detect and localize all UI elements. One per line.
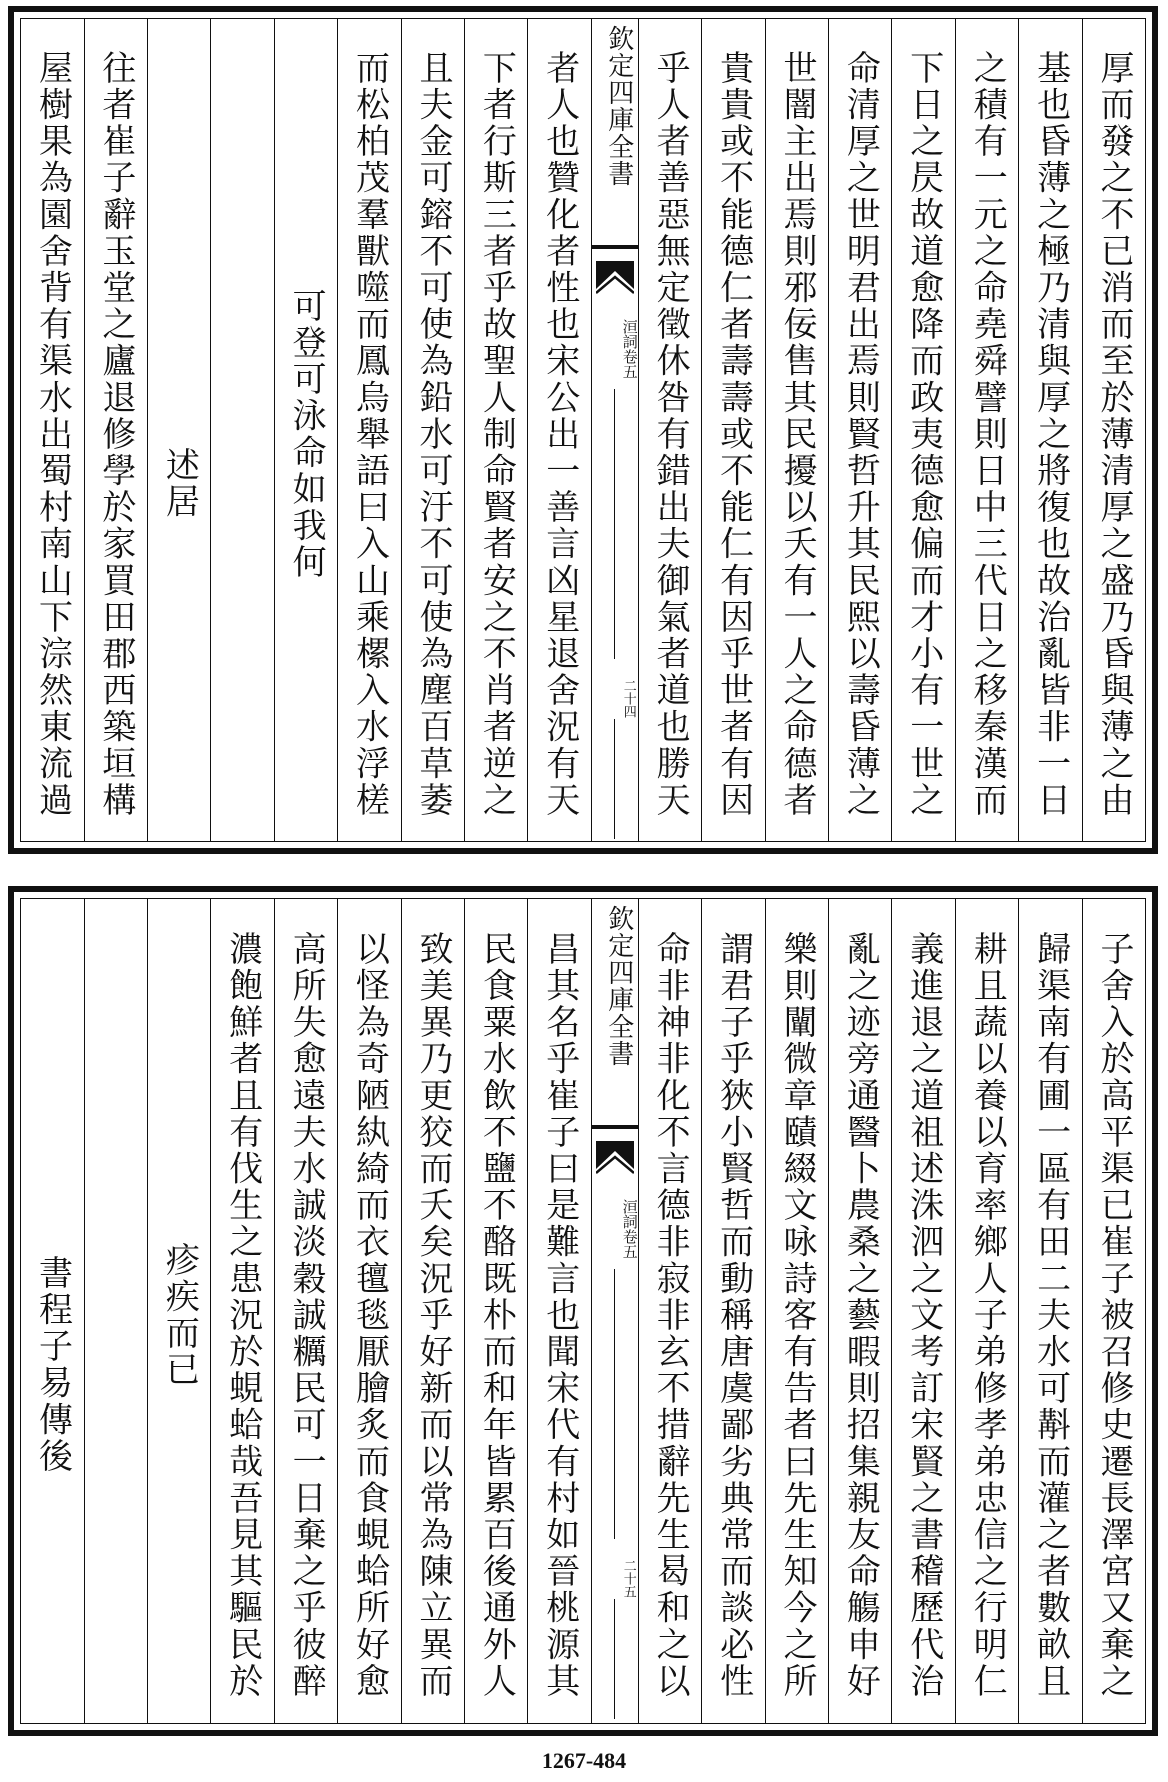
fold-bar — [592, 1125, 638, 1129]
text-column — [274, 19, 337, 841]
column-text: 民食粟水飲不鹽不酪既朴而和年皆累百後通外人 — [476, 930, 517, 1700]
fold-line — [614, 1599, 615, 1719]
section-heading: 述居 — [159, 447, 200, 521]
text-column — [401, 899, 464, 1723]
text-column — [527, 899, 590, 1723]
fold-line — [614, 389, 615, 659]
page-number: 二十四 — [620, 679, 636, 718]
text-column — [1082, 899, 1145, 1723]
text-column — [701, 19, 764, 841]
text-column — [891, 19, 954, 841]
column-text: 命清厚之世明君出焉則賢哲升其民熙以壽昏薄之 — [840, 49, 881, 819]
fold-bar — [592, 245, 638, 249]
column-text: 歸渠南有圃一區有田二夫水可斠而灌之者數畝且 — [1030, 930, 1071, 1700]
column-text: 者人也贊化者性也宋公出一善言凶星退舍況有天 — [539, 49, 580, 819]
text-column — [1018, 899, 1081, 1723]
column-text: 濃飽鮮者且有伐生之患況於蜆蛤哉吾見其驅民於 — [222, 930, 263, 1700]
fold-title: 欽定四庫全書 — [603, 905, 634, 1067]
text-column — [638, 19, 701, 841]
column-text: 厚而發之不已消而至於薄清厚之盛乃昏與薄之由 — [1094, 49, 1134, 819]
column-text: 子舍入於高平渠已崔子被召修史遷長澤宮又棄之 — [1094, 930, 1134, 1700]
fold-column — [591, 899, 638, 1723]
text-column-empty — [84, 899, 147, 1723]
column-text: 屋樹果為園舍背有渠水出蜀村南山下淙然東流過 — [32, 49, 73, 819]
section-heading-column — [21, 899, 83, 1723]
text-column — [84, 19, 147, 841]
text-column — [1018, 19, 1081, 841]
text-column — [828, 19, 891, 841]
column-text: 可登可泳命如我何 — [286, 287, 327, 581]
column-text: 下者行斯三者乎故聖人制命賢者安之不肖者逆之 — [476, 49, 517, 819]
column-text: 義進退之道祖述洙泗之文考訂宋賢之書稽歷代治 — [903, 930, 944, 1700]
volume-label — [592, 319, 638, 379]
text-column — [464, 19, 527, 841]
volume-name: 洹詞 — [620, 319, 639, 349]
column-text: 且夫金可鎔不可使為鉛水可汙不可使為塵百草萎 — [412, 49, 453, 819]
column-text: 世闇主出焉則邪佞售其民擾以夭有一人之命德者 — [776, 49, 817, 819]
column-text — [211, 33, 273, 835]
section-heading: 書程子易傳後 — [32, 1255, 73, 1475]
text-column — [527, 19, 590, 841]
column-text: 謂君子乎狹小賢哲而動稱唐虞鄙劣典常而談必性 — [713, 930, 754, 1700]
column-text: 基也昏薄之極乃清與厚之將復也故治亂皆非一日 — [1030, 49, 1071, 819]
text-column — [955, 899, 1018, 1723]
text-column — [147, 899, 210, 1723]
text-column — [337, 19, 400, 841]
bottom-page — [8, 886, 1158, 1736]
text-column — [21, 19, 83, 841]
page-number: 二十五 — [620, 1559, 636, 1598]
fold-title: 欽定四庫全書 — [603, 25, 634, 187]
column-text: 高所失愈遠夫水誠淡穀誠糲民可一日棄之乎彼醉 — [286, 930, 327, 1700]
top-page — [8, 6, 1158, 854]
section-heading-column — [147, 19, 210, 841]
fold-line — [614, 1269, 615, 1539]
column-text: 之積有一元之命堯舜譬則日中三代日之移秦漢而 — [967, 49, 1008, 819]
text-column — [401, 19, 464, 841]
text-column — [210, 899, 273, 1723]
column-text: 下日之昃故道愈降而政夷德愈偏而才小有一世之 — [903, 49, 944, 819]
column-text: 以怪為奇陋紈綺而衣氊毯厭膾炙而食蜆蛤所好愈 — [349, 930, 390, 1700]
text-column-empty — [210, 19, 273, 841]
top-page-frame — [20, 18, 1146, 842]
bottom-page-frame — [20, 898, 1146, 1724]
text-column — [1082, 19, 1145, 841]
column-text: 致美異乃更狡而夭矣況乎好新而以常為陳立異而 — [412, 930, 453, 1700]
text-column — [955, 19, 1018, 841]
fold-column — [591, 19, 638, 841]
text-column — [638, 899, 701, 1723]
text-column — [337, 899, 400, 1723]
column-text: 往者崔子辭玉堂之廬退修學於家買田郡西築垣構 — [95, 49, 136, 819]
text-column — [828, 899, 891, 1723]
column-text: 貴貴或不能德仁者壽壽或不能仁有因乎世者有因 — [713, 49, 754, 819]
column-text: 命非神非化不言德非寂非玄不措辭先生曷和之以 — [650, 930, 691, 1700]
fold-line — [614, 719, 615, 839]
column-text: 亂之迹旁通醫卜農桑之藝暇則招集親友命觴申好 — [840, 930, 881, 1700]
fishtail-mark-icon — [596, 259, 634, 295]
text-column — [274, 899, 337, 1723]
page-footer-number: 1267-484 — [541, 1748, 627, 1773]
volume-label — [592, 1199, 638, 1259]
fishtail-mark-icon — [596, 1139, 634, 1175]
column-text: 樂則闡微章賾綴文咏詩客有告者曰先生知今之所 — [776, 930, 817, 1700]
column-text — [85, 913, 147, 1717]
column-text: 而松柏茂羣獸噬而鳳烏舉語曰入山乘樏入水浮槎 — [349, 49, 390, 819]
column-text: 耕且蔬以養以育率鄉人子弟修孝弟忠信之行明仁 — [967, 930, 1008, 1700]
column-text: 疹疾而已 — [159, 1241, 200, 1389]
text-column — [701, 899, 764, 1723]
text-column — [765, 19, 828, 841]
text-column — [765, 899, 828, 1723]
column-text: 昌其名乎崔子曰是難言也聞宋代有村如晉桃源其 — [539, 930, 580, 1700]
volume-number: 卷五 — [620, 1229, 639, 1259]
column-text: 乎人者善惡無定徵休咎有錯出夫御氣者道也勝天 — [650, 49, 691, 819]
volume-number: 卷五 — [620, 349, 639, 379]
text-column — [891, 899, 954, 1723]
text-column — [464, 899, 527, 1723]
volume-name: 洹詞 — [620, 1199, 639, 1229]
